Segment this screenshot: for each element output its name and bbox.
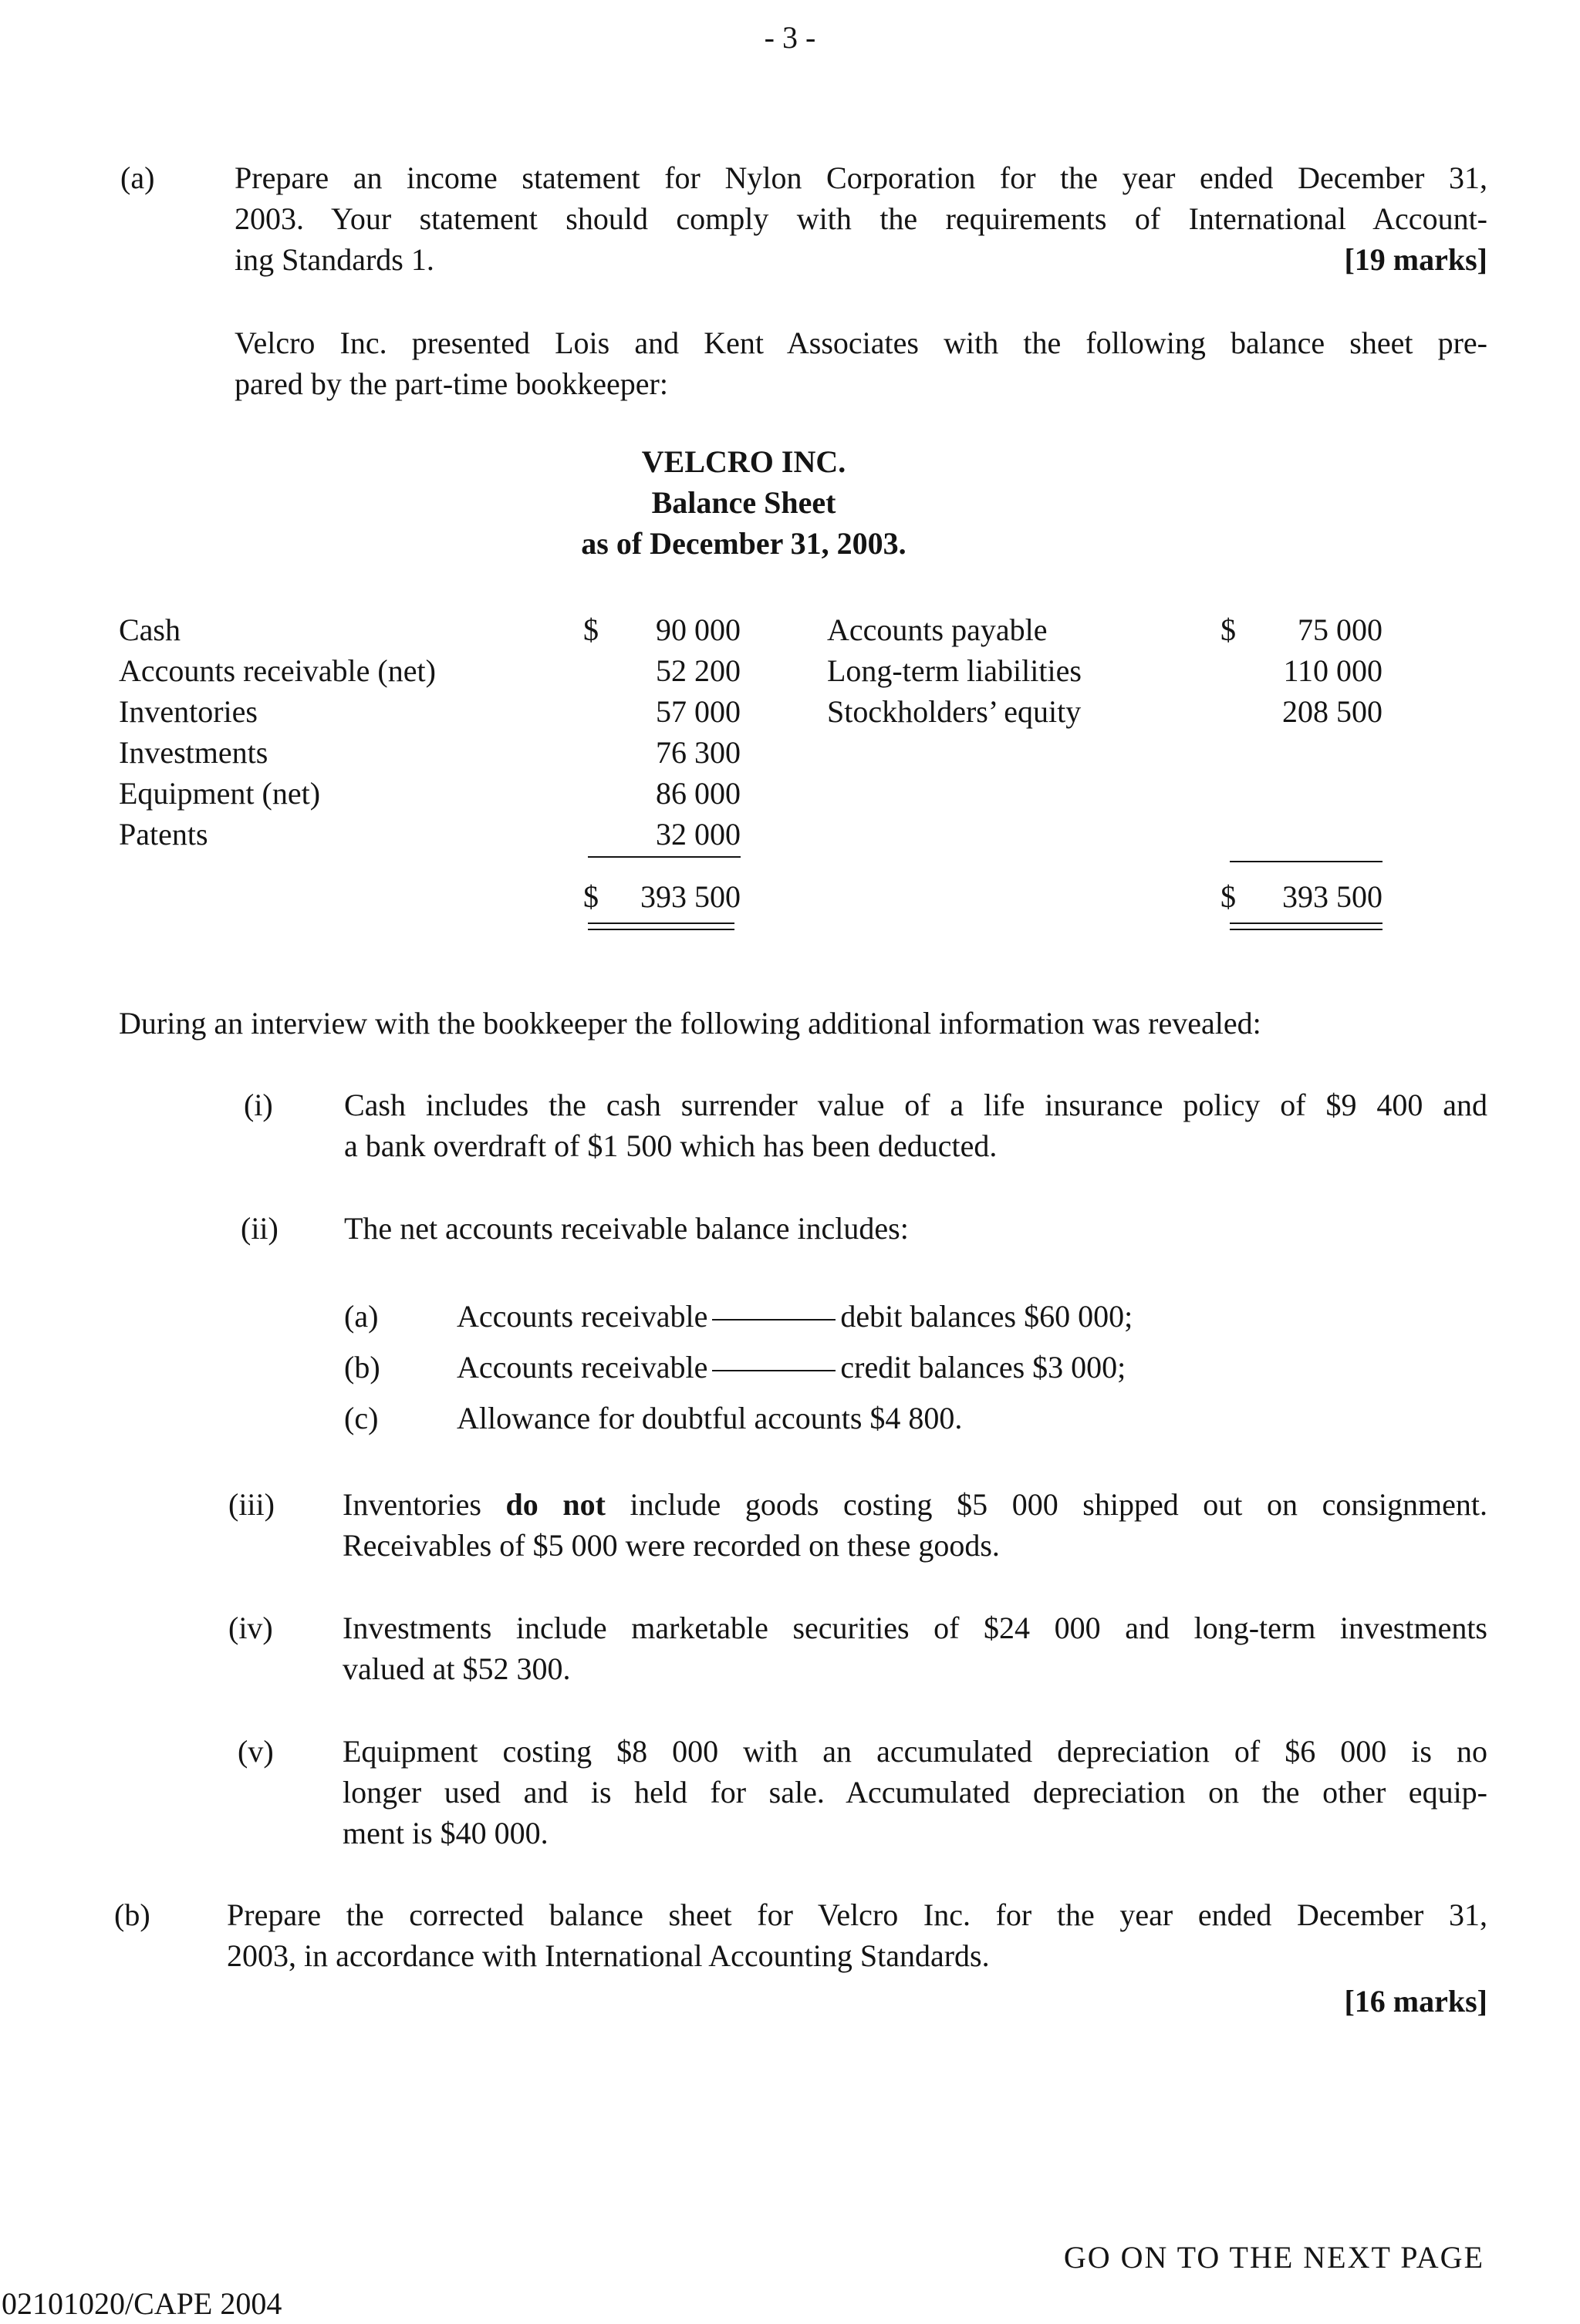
- sub-item-text: [457, 1296, 1133, 1337]
- item-iii-text: [343, 1484, 1487, 1566]
- item-i-text: [344, 1084, 1487, 1166]
- part-a-line-3: ing Standards 1.: [235, 242, 434, 277]
- company-name: VELCRO INC.: [641, 444, 846, 479]
- asset-value: 52 200: [656, 653, 741, 688]
- item-iii-emphasis: do not: [505, 1487, 606, 1522]
- interview-sentence: During an interview with the bookkeeper the following additional information was revealed:: [119, 1006, 1261, 1041]
- asset-value: 76 300: [656, 735, 741, 770]
- liability-value: 110 000: [1283, 653, 1382, 688]
- part-b-line-2: 2003, in accordance with International Accounting Standards.: [227, 1938, 990, 1973]
- page-number: - 3 -: [764, 20, 816, 55]
- sub-item-label: (a): [344, 1299, 379, 1334]
- item-iii-line-2: Receivables of $5 000 were recorded on these goods.: [343, 1528, 1000, 1563]
- item-iii-label: (iii): [228, 1487, 275, 1522]
- assets-total-double-rule: [588, 923, 734, 930]
- item-i-line-2: a bank overdraft of $1 500 which has been deducted.: [344, 1128, 998, 1163]
- item-i-line-1: Cash includes the cash surrender value of a life insurance policy of $9 400 and: [344, 1088, 1487, 1122]
- liability-label: Long-term liabilities: [827, 653, 1082, 688]
- liability-value: 208 500: [1282, 694, 1382, 729]
- asset-label: Investments: [119, 735, 268, 770]
- asset-label: Cash: [119, 612, 181, 647]
- dash-rule: [712, 1370, 836, 1371]
- liability-label: Stockholders’ equity: [827, 694, 1082, 729]
- asset-label: Patents: [119, 817, 208, 852]
- part-a-text: [235, 157, 1487, 280]
- dash-rule: [712, 1319, 836, 1321]
- item-iv-line-1: Investments include marketable securities of $24 000 and long-term investments: [343, 1611, 1487, 1645]
- sub-item-label: (b): [344, 1350, 380, 1385]
- item-i-label: (i): [244, 1088, 273, 1122]
- intro-paragraph: [235, 322, 1487, 404]
- sub-item-text: Allowance for doubtful accounts $4 800.: [457, 1401, 963, 1435]
- intro-line-1: Velcro Inc. presented Lois and Kent Associates with the following balance sheet pre-: [235, 325, 1487, 360]
- total-liabilities: 393 500: [1282, 879, 1382, 914]
- item-v-label: (v): [238, 1734, 274, 1769]
- item-iii-post: include goods costing $5 000 shipped out on consignment.: [605, 1487, 1488, 1522]
- item-v-line-1: Equipment costing $8 000 with an accumulated depreciation of $6 000 is no: [343, 1734, 1487, 1769]
- item-iv-text: [343, 1607, 1487, 1689]
- item-ii-label: (ii): [241, 1211, 279, 1246]
- currency-symbol: $: [583, 612, 599, 647]
- currency-symbol: $: [1220, 879, 1236, 914]
- item-iv-line-2: valued at $52 300.: [343, 1651, 571, 1686]
- asset-value: 86 000: [656, 776, 741, 811]
- asset-value: 57 000: [656, 694, 741, 729]
- sub-item-text: [457, 1347, 1126, 1388]
- sub-item-right: credit balances $3 000;: [840, 1350, 1126, 1385]
- liabilities-subtotal-rule: [1230, 861, 1382, 862]
- part-b-label: (b): [114, 1897, 150, 1932]
- item-v-line-2: longer used and is held for sale. Accumulated depreciation on the other equip-: [343, 1775, 1487, 1810]
- item-iv-label: (iv): [228, 1611, 273, 1645]
- asset-label: Equipment (net): [119, 776, 321, 811]
- asset-label: Accounts receivable (net): [119, 653, 436, 688]
- item-v-line-3: ment is $40 000.: [343, 1816, 549, 1850]
- item-ii-text: The net accounts receivable balance includes:: [344, 1211, 909, 1246]
- liability-value: 75 000: [1298, 612, 1382, 647]
- asset-value: 90 000: [656, 612, 741, 647]
- statement-title: Balance Sheet: [651, 485, 836, 520]
- balance-sheet-heading: [0, 441, 1487, 564]
- exam-code: 02101020/CAPE 2004: [2, 2286, 282, 2321]
- item-iii-line-1: [343, 1484, 1487, 1525]
- asset-label: Inventories: [119, 694, 258, 729]
- total-assets: 393 500: [640, 879, 741, 914]
- next-page-notice: GO ON TO THE NEXT PAGE: [1063, 2240, 1484, 2275]
- statement-date: as of December 31, 2003.: [581, 526, 906, 561]
- liability-label: Accounts payable: [827, 612, 1048, 647]
- sub-item-right: debit balances $60 000;: [840, 1299, 1133, 1334]
- part-b-line-1: Prepare the corrected balance sheet for Velcro Inc. for the year ended December 31,: [227, 1897, 1487, 1932]
- part-b-marks: [16 marks]: [1344, 1984, 1487, 2019]
- currency-symbol: $: [1220, 612, 1236, 647]
- part-a-line-2: 2003. Your statement should comply with the requirements of International Account-: [235, 201, 1487, 236]
- assets-subtotal-rule: [588, 856, 741, 858]
- part-a-marks: [19 marks]: [1344, 242, 1487, 277]
- sub-item-left: Accounts receivable: [457, 1350, 708, 1385]
- part-b-text: [227, 1894, 1487, 2022]
- liabilities-total-double-rule: [1230, 923, 1382, 930]
- sub-item-left: Accounts receivable: [457, 1299, 708, 1334]
- sub-item-label: (c): [344, 1401, 379, 1435]
- part-a-label: (a): [120, 160, 155, 195]
- item-iii-pre: Inventories: [343, 1487, 506, 1522]
- part-a-line-1: Prepare an income statement for Nylon Corporation for the year ended December 31,: [235, 160, 1487, 195]
- currency-symbol: $: [583, 879, 599, 914]
- item-v-text: [343, 1731, 1487, 1853]
- intro-line-2: pared by the part-time bookkeeper:: [235, 366, 668, 401]
- asset-value: 32 000: [656, 817, 741, 852]
